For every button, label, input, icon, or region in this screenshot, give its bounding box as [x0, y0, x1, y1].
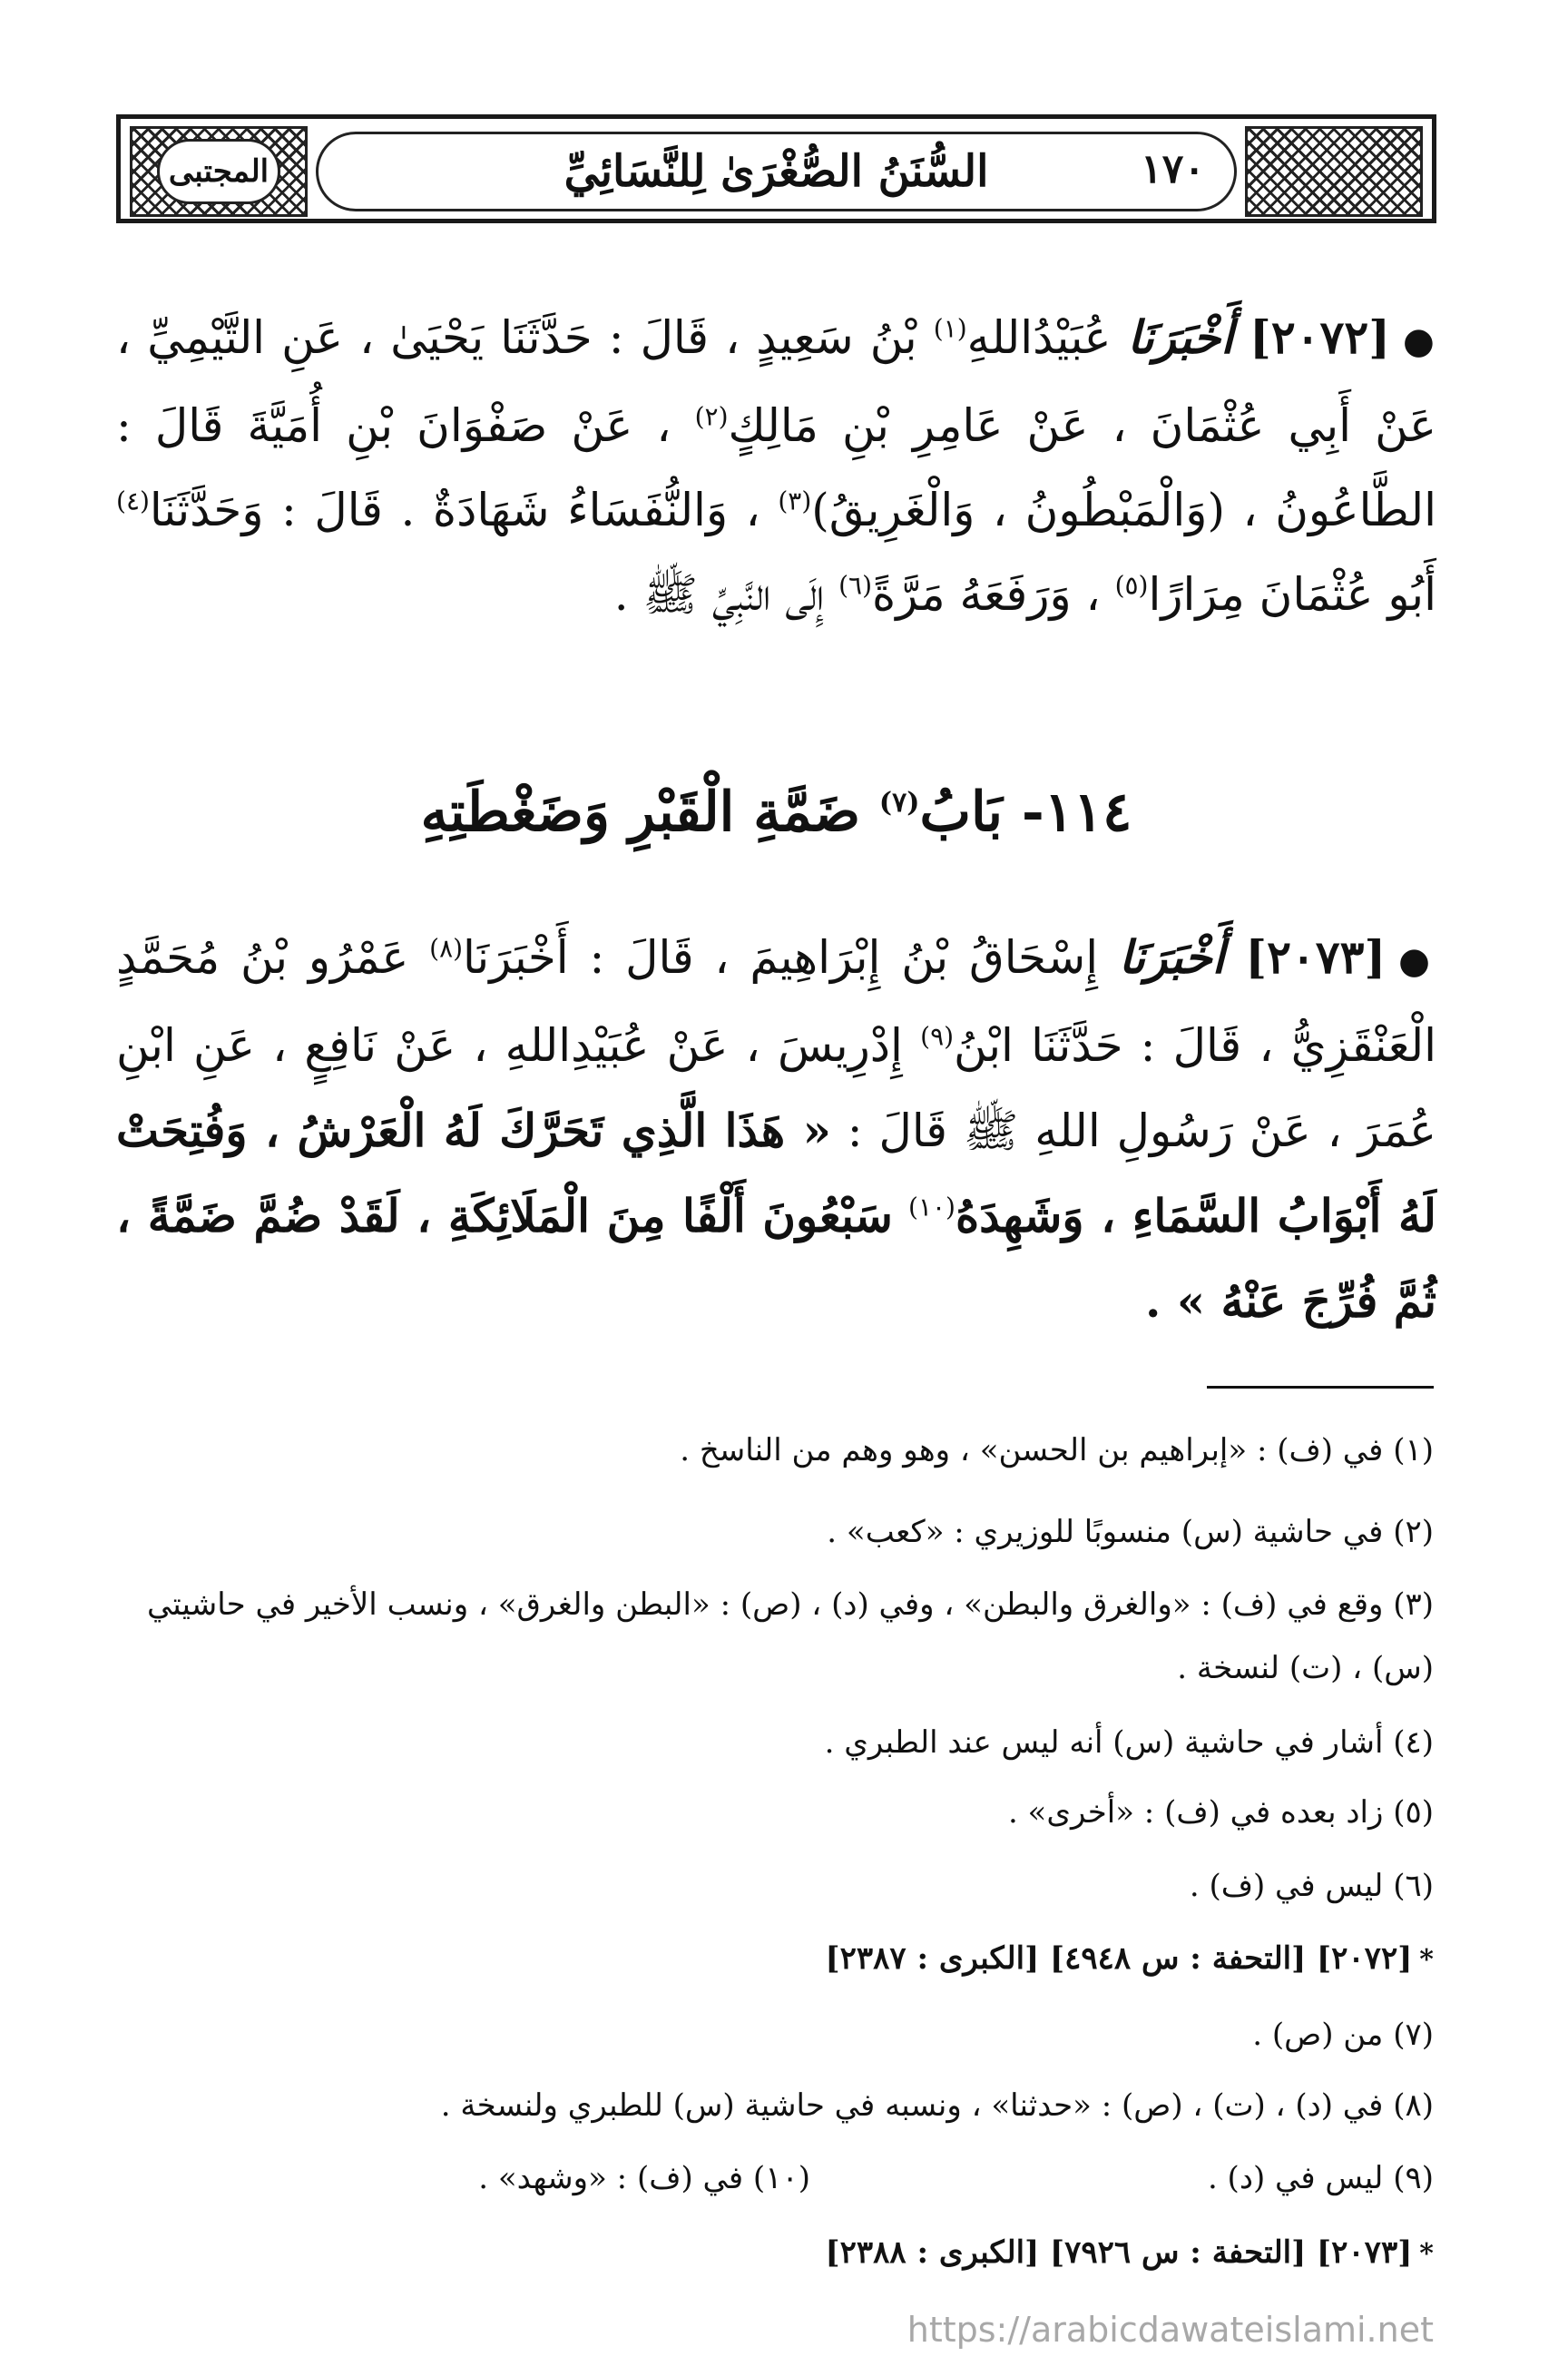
title-frame	[316, 132, 1237, 211]
chapter-title: ضَمَّةِ الْقَبْرِ وَضَغْطَتِهِ	[420, 781, 861, 844]
tuhfa-ref-2072	[825, 1940, 1434, 1977]
footnote-5: (٥) زاد بعده في (ف) : «أخرى» .	[1007, 1794, 1434, 1831]
footnote-1: (١) في (ف) : «إبراهيم بن الحسن» ، وهو وهم من الناسخ .	[680, 1432, 1434, 1468]
text: إِدْرِيسَ ، عَنْ عُبَيْدِاللهِ ، عَنْ نَافِعٍ ، عَنِ ابْنِ عُمَرَ ، عَنْ رَسُولِ اللهِ ﷺ قَالَ :	[116, 1019, 1436, 1157]
footnote-marker: (٢)	[694, 401, 729, 432]
book-title: السُّنَنُ الصُّغْرَىٰ لِلنَّسَائِيِّ	[564, 146, 989, 197]
footnote-8: (٨) في (د) ، (ت) ، (ص) : «حدثنا» ، ونسبه في حاشية (س) للطبري ولنسخة .	[440, 2087, 1434, 2124]
text: ، وَالنُّفَسَاءُ شَهَادَةٌ . قَالَ : وَحَدَّثَنَا	[149, 484, 760, 536]
bullet-icon: ●	[1402, 320, 1436, 362]
text: إِلَى النَّبِيِّ ﷺ .	[613, 568, 825, 621]
footnote-4: (٤) أشار في حاشية (س) أنه ليس عند الطبري .	[824, 1724, 1434, 1761]
footnote-2: (٢) في حاشية (س) منسوبًا للوزيري : «كعب» .	[827, 1514, 1434, 1550]
hadith-ref: [٢٠٧٢]	[1250, 310, 1390, 364]
text: عَمْرُو بْنُ مُحَمَّدٍ الْعَنْقَزِيُّ ، قَالَ : حَدَّثَنَا ابْنُ	[116, 931, 1436, 1072]
tuhfa-ref-2073	[825, 2234, 1434, 2271]
matn: « هَذَا الَّذِي تَحَرَّكَ لَهُ الْعَرْشُ ، وَفُتِحَتْ لَهُ أَبْوَابُ السَّمَاءِ ، وَشَهِدَهُ	[116, 1104, 1436, 1242]
tuhfa-text: [٢٠٧٢] [التحفة : س ٤٩٤٨] [الكبرى : ٢٣٨٧]	[825, 1940, 1413, 1977]
text: ، وَرَفَعَهُ مَرَّةً	[872, 568, 1101, 621]
footnote-marker: (٣)	[778, 486, 812, 516]
header-ornament-left	[130, 126, 308, 217]
chapter-number: ١١٤-	[1021, 781, 1132, 844]
chapter-bab: بَابُ	[919, 781, 1003, 844]
footnote-marker: (١)	[933, 313, 967, 344]
emblem-label: المجتبى	[157, 139, 280, 204]
watermark-url: https://arabicdawateislami.net	[906, 2310, 1434, 2350]
footnote-separator	[1207, 1386, 1434, 1389]
tuhfa-text: [٢٠٧٣] [التحفة : س ٧٩٢٦] [الكبرى : ٢٣٨٨]	[825, 2234, 1413, 2271]
hadith-2072	[116, 295, 1436, 637]
text: ، عَنْ صَفْوَانَ بْنِ أُمَيَّةَ قَالَ : الطَّاعُونُ ، (وَالْمَبْطُونُ ، وَالْغَرِيقُ)	[116, 399, 1436, 536]
footnote-9: (٩) ليس في (د) .	[1207, 2160, 1434, 2196]
page-header	[116, 114, 1436, 223]
page-number: ١٧٠	[1141, 145, 1205, 192]
footnote-marker: (١٠)	[908, 1192, 956, 1222]
text: عُبَيْدُاللهِ	[966, 311, 1112, 364]
hadith-ref: [٢٠٧٣]	[1245, 930, 1387, 984]
footnote-7: (٧) من (ص) .	[1252, 2017, 1434, 2053]
footnote-3: (٣) وقع في (ف) : «والغرق والبطن» ، وفي (د) ، (ص) : «البطن والغرق» ، ونسب الأخير في حاشيتي (س) ، (ت) لنسخة .	[146, 1586, 1434, 1686]
text: أَبُو عُثْمَانَ مِرَارًا	[1148, 568, 1436, 621]
footnote-marker: (٤)	[116, 486, 150, 516]
footnote-6: (٦) ليس في (ف) .	[1189, 1868, 1434, 1904]
footnote-marker: (٧)	[878, 787, 920, 819]
footnote-marker: (٦)	[838, 570, 873, 601]
text: بْنُ سَعِيدٍ ، قَالَ : حَدَّثَنَا يَحْيَىٰ ، عَنِ التَّيْمِيِّ ، عَنْ أَبِي عُثْمَانَ ، عَنْ عَامِرِ بْنِ مَالِكٍ	[116, 311, 1436, 452]
star-icon: *	[1419, 2238, 1434, 2270]
footnote-marker: (٨)	[429, 933, 464, 964]
hadith-2073	[116, 915, 1436, 1344]
footnote-marker: (٩)	[920, 1021, 955, 1052]
star-icon: *	[1419, 1944, 1434, 1976]
matn: سَبْعُونَ أَلْفًا مِنَ الْمَلَائِكَةِ ، لَقَدْ ضُمَّ ضَمَّةً ، ثُمَّ فُرِّجَ عَنْهُ » .	[116, 1189, 1436, 1328]
header-ornament-right	[1245, 126, 1423, 217]
footnote-marker: (٥)	[1114, 570, 1149, 601]
footnote-10: (١٠) في (ف) : «وشهد» .	[478, 2160, 810, 2196]
akhbarana: أَخْبَرَنَا	[1118, 930, 1225, 984]
chapter-heading	[116, 781, 1436, 871]
bullet-icon: ●	[1398, 940, 1436, 982]
text: إِسْحَاقُ بْنُ إِبْرَاهِيمَ ، قَالَ : أَخْبَرَنَا	[463, 931, 1099, 984]
akhbarana: أَخْبَرَنَا	[1127, 310, 1234, 364]
